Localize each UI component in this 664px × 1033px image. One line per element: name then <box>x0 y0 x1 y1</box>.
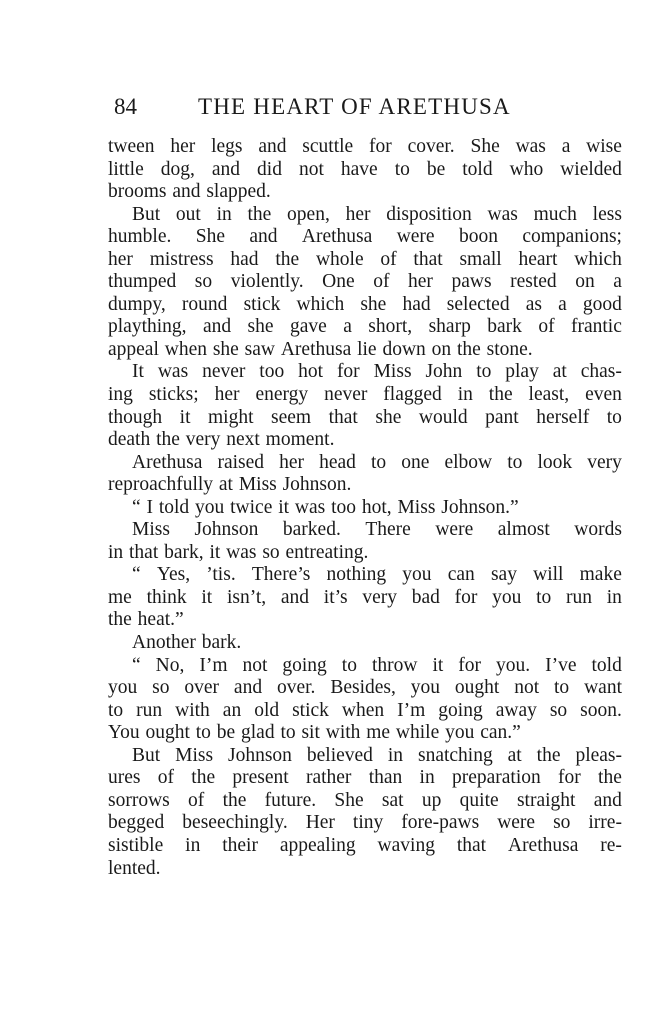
text-line: Another bark. <box>132 632 242 654</box>
text-line: ing sticks; her energy never flagged in the least, even <box>108 384 622 406</box>
text-line: humble. She and Arethusa were boon companions; <box>108 226 622 248</box>
text-line: lented. <box>108 857 161 879</box>
body-text <box>108 136 622 880</box>
text-line: ures of the present rather than in preparation for the <box>108 767 622 789</box>
text-line: Miss Johnson barked. There were almost words <box>132 519 622 541</box>
text-line: appeal when she saw Arethusa lie down on the stone. <box>108 338 533 360</box>
text-line: “ I told you twice it was too hot, Miss Johnson.” <box>132 496 519 518</box>
running-head: THE HEART OF ARETHUSA <box>198 94 511 119</box>
text-line: sorrows of the future. She sat up quite straight and <box>108 789 622 811</box>
text-line: You ought to be glad to sit with me while you can.” <box>108 722 521 744</box>
text-line: to run with an old stick when I’m going away so soon. <box>108 699 622 721</box>
text-line: though it might seem that she would pant herself to <box>108 406 622 428</box>
text-line: begged beseechingly. Her tiny fore-paws were so irre- <box>108 812 622 834</box>
text-line: the heat.” <box>108 609 184 631</box>
text-line: “ Yes, ’tis. There’s nothing you can say will make <box>132 564 622 586</box>
text-line: little dog, and did not have to be told who wielded <box>108 158 622 180</box>
text-line: But Miss Johnson believed in snatching at the pleas- <box>132 744 622 766</box>
text-line: you so over and over. Besides, you ought not to want <box>108 677 622 699</box>
text-line: plaything, and she gave a short, sharp bark of frantic <box>108 316 622 338</box>
text-line: reproachfully at Miss Johnson. <box>108 474 352 496</box>
text-line: brooms and slapped. <box>108 181 271 203</box>
text-line: dumpy, round stick which she had selected as a good <box>108 293 622 315</box>
page-number: 84 <box>114 94 137 119</box>
page-header <box>108 92 622 124</box>
text-line: But out in the open, her disposition was much less <box>132 203 622 225</box>
text-line: It was never too hot for Miss John to play at chas- <box>132 361 622 383</box>
text-line: me think it isn’t, and it’s very bad for you to run in <box>108 586 622 608</box>
text-line: thumped so violently. One of her paws rested on a <box>108 271 622 293</box>
text-line: tween her legs and scuttle for cover. She was a wise <box>108 136 622 157</box>
text-line: in that bark, it was so entreating. <box>108 541 369 563</box>
text-line: her mistress had the whole of that small heart which <box>108 248 622 270</box>
text-line: death the very next moment. <box>108 429 335 451</box>
text-line: sistible in their appealing waving that Arethusa re- <box>108 834 622 856</box>
text-line: Arethusa raised her head to one elbow to look very <box>132 451 622 473</box>
text-line: “ No, I’m not going to throw it for you. I’ve told <box>132 654 622 676</box>
